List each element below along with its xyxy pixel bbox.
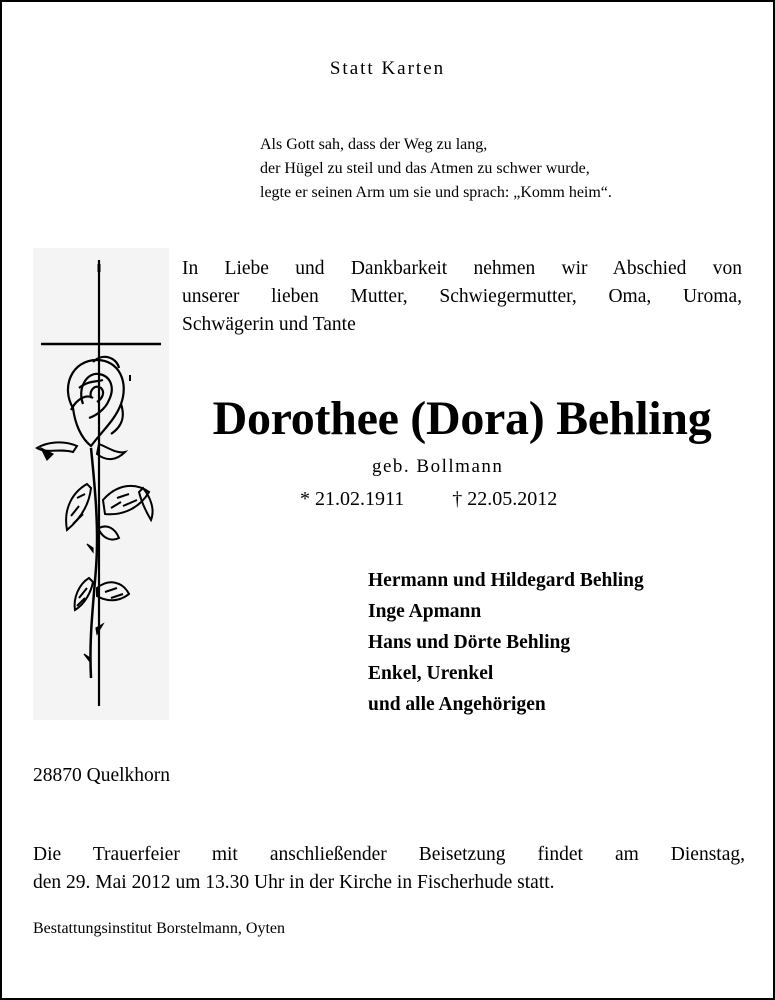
poem-line: Als Gott sah, dass der Weg zu lang, (260, 136, 488, 153)
intro-line: Schwägerin und Tante (182, 314, 356, 335)
mourners-list (368, 565, 644, 720)
funeral-home: Bestattungsinstitut Borstelmann, Oyten (33, 920, 285, 937)
service-line: den 29. Mai 2012 um 13.30 Uhr in der Kirche in Fischerhude statt. (33, 872, 555, 893)
poem-line: legte er seinen Arm um sie und sprach: „Komm heim“. (260, 184, 612, 201)
deceased-name: Dorothee (Dora) Behling (212, 392, 712, 445)
poem-line: der Hügel zu steil und das Atmen zu schwer wurde, (260, 160, 590, 177)
service-line: Die Trauerfeier mit anschließender Beisetzung findet am Dienstag, (33, 844, 745, 865)
place: 28870 Quelkhorn (33, 765, 171, 786)
intro-line: unserer lieben Mutter, Schwiegermutter, Oma, Uroma, (182, 286, 742, 307)
mourner: und alle Angehörigen (368, 694, 546, 715)
cross-and-rose-icon (33, 248, 169, 720)
intro-line: In Liebe und Dankbarkeit nehmen wir Abschied von (182, 258, 742, 279)
birth-date: * 21.02.1911 (300, 488, 405, 510)
poem (260, 133, 612, 205)
death-date: † 22.05.2012 (452, 488, 558, 510)
service-info (33, 841, 745, 897)
mourner: Inge Apmann (368, 601, 482, 622)
mourner: Hans und Dörte Behling (368, 632, 571, 653)
header-text: Statt Karten (329, 58, 446, 79)
intro-text (182, 255, 742, 339)
mourner: Hermann und Hildegard Behling (368, 570, 644, 591)
life-dates (300, 488, 557, 511)
maiden-name: geb. Bollmann (372, 456, 504, 477)
mourner: Enkel, Urenkel (368, 663, 494, 684)
